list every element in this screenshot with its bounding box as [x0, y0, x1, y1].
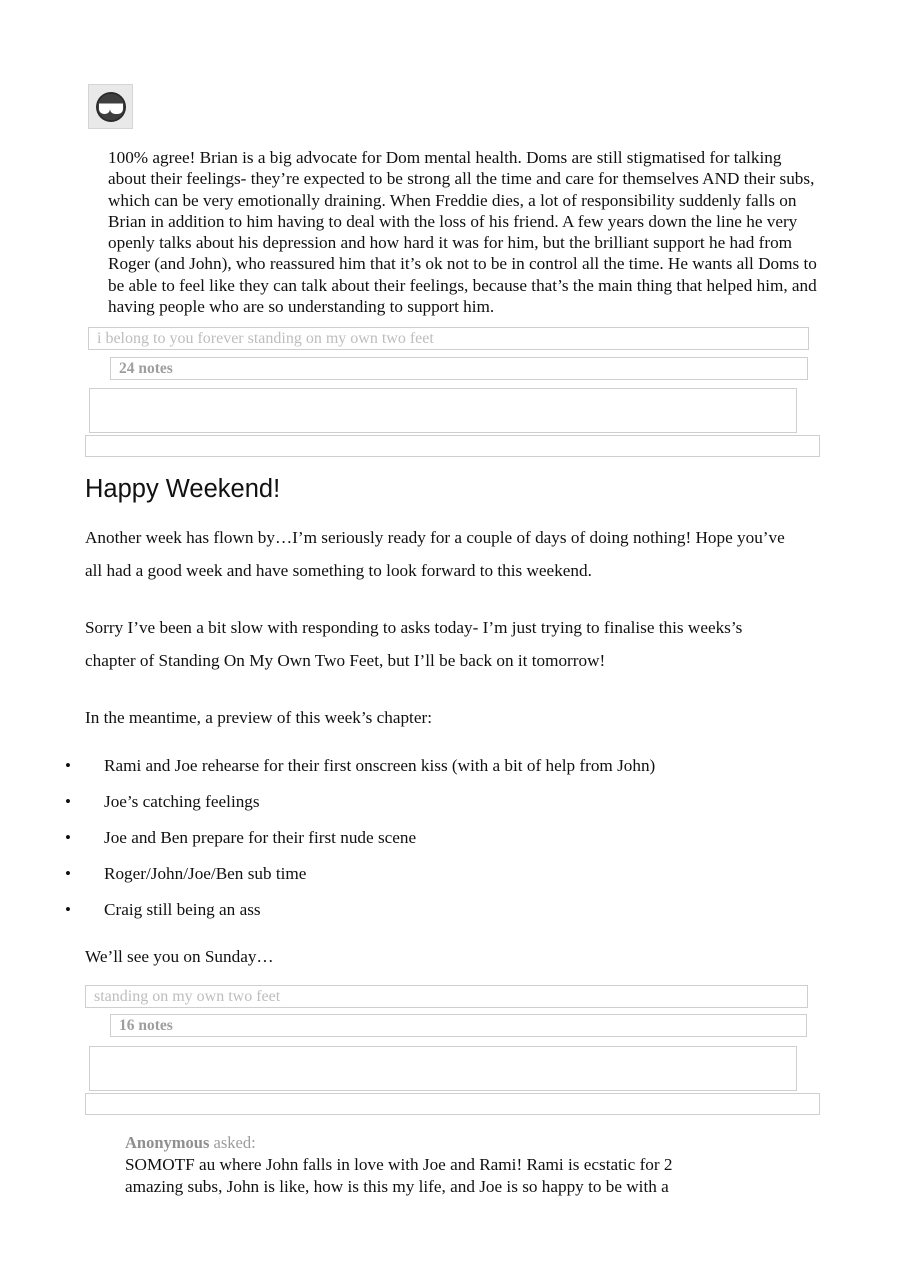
sunglasses-avatar-icon [94, 90, 128, 124]
ask-question-text: SOMOTF au where John falls in love with Joe and Rami! Rami is ecstatic for 2 amazing subs, John is like, how is this my life, and Joe is so happy to be with a [125, 1155, 673, 1197]
list-item: • Joe’s catching feelings [85, 784, 820, 820]
list-item: • Craig still being an ass [85, 892, 820, 928]
ask-asked-label: asked: [209, 1133, 256, 1153]
post-body-text: 100% agree! Brian is a big advocate for Dom mental health. Doms are still stigmatised for talking about their feelings- they’re expected to be strong all the time and care for themselves AND their subs, which can be very emotionally draining. When Freddie dies, a lot of responsibility suddenly falls on Brian in addition to him having to deal with the loss of his friend. A few years down the line he very openly talks about his depression and how hard it was for him, but the brilliant support he had from Roger (and John), who reassured him that it’s ok not to be in control all the time. He wants all Doms to be able to feel like they can talk about their feelings, because that’s the main thing that helped him, and having people who are so understanding to support him. [108, 148, 817, 317]
post2-paragraph-1: Another week has flown by…I’m seriously ready for a couple of days of doing nothing! Hope you’ve all had a good week and have something to look forward to this weekend. [85, 528, 785, 581]
list-item: • Roger/John/Joe/Ben sub time [85, 856, 820, 892]
post-list [85, 84, 820, 1198]
post-footer-placeholder [89, 388, 797, 433]
post2-paragraph-2: Sorry I’ve been a bit slow with responding to asks today- I’m just trying to finalise this weeks’s chapter of Standing On My Own Two Feet, but I’ll be back on it tomorrow! [85, 618, 743, 671]
post-reblog [85, 84, 820, 457]
ask-header [125, 1132, 735, 1153]
post2-closing-line: We’ll see you on Sunday… [85, 947, 274, 967]
post-separator-placeholder [85, 435, 820, 457]
post-weekend [85, 474, 820, 1115]
ask-post [125, 1132, 735, 1198]
post-tags[interactable]: i belong to you forever standing on my own two feet [88, 327, 809, 350]
ask-asker-name[interactable]: Anonymous [125, 1133, 210, 1153]
list-item: • Rami and Joe rehearse for their first onscreen kiss (with a bit of help from John) [85, 748, 820, 784]
post2-paragraph-3: In the meantime, a preview of this week’s chapter: [85, 708, 432, 728]
page-title: Happy Weekend! [85, 475, 281, 504]
post2-separator-placeholder [85, 1093, 820, 1115]
notes-count[interactable]: 24 notes [110, 357, 808, 380]
list-item: • Joe and Ben prepare for their first nude scene [85, 820, 820, 856]
post2-notes-count[interactable]: 16 notes [110, 1014, 807, 1037]
post2-tags[interactable]: standing on my own two feet [85, 985, 808, 1008]
post2-footer-placeholder [89, 1046, 797, 1091]
avatar[interactable] [88, 84, 133, 129]
preview-bullet-list [85, 748, 820, 928]
